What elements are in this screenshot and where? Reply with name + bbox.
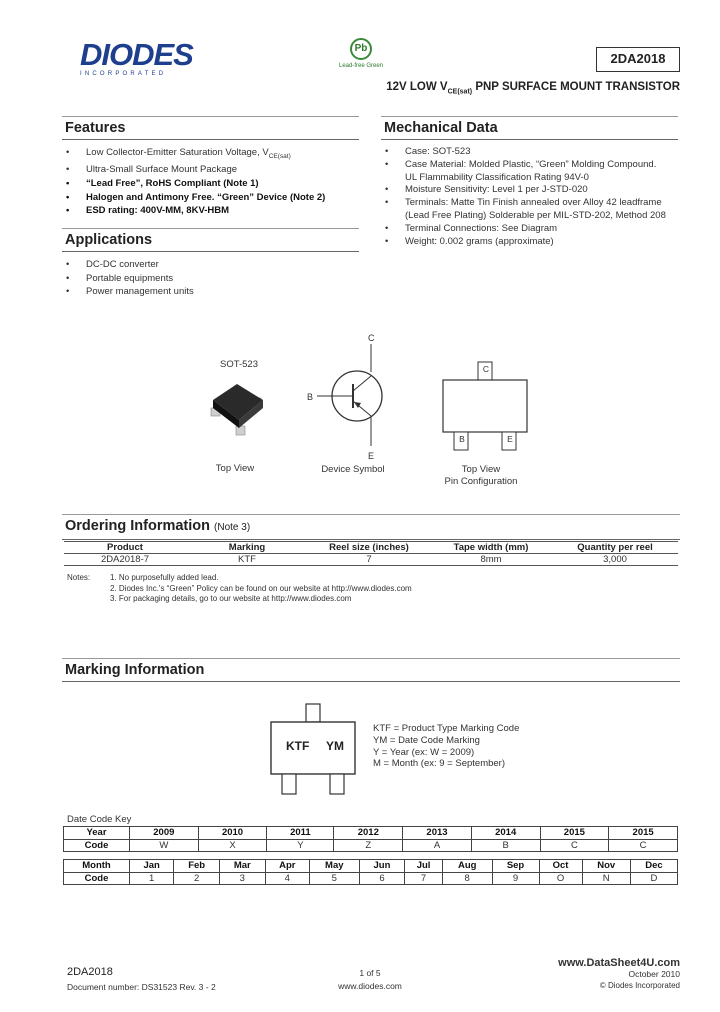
col-qty: Quantity per reel: [552, 542, 678, 554]
feature-item: • “Lead Free”, RoHS Compliant (Note 1): [62, 177, 359, 191]
ordering-section: [62, 514, 680, 540]
month-row: [64, 860, 678, 873]
col-tape: Tape width (mm): [430, 542, 552, 554]
symbol-label-b: B: [307, 392, 314, 402]
application-item: • Portable equipments: [62, 272, 359, 286]
mech-item: • Terminal Connections: See Diagram: [381, 223, 678, 236]
month-cell: Feb: [174, 860, 220, 873]
symbol-label-e: E: [368, 451, 375, 461]
col-product: Product: [64, 542, 186, 554]
month-cell: Aug: [442, 860, 492, 873]
year-cell: 2015: [609, 827, 678, 840]
marking-legend: [373, 723, 519, 770]
code-cell: O: [539, 872, 582, 885]
code-header: Code: [64, 839, 130, 852]
code-cell: C: [540, 839, 609, 852]
footer-part-number: 2DA2018: [67, 966, 113, 978]
part-number-box: 2DA2018: [596, 47, 680, 72]
pin-label-b: B: [459, 434, 465, 444]
marking-section: [62, 658, 680, 682]
year-header: Year: [64, 827, 130, 840]
feature-item: • Ultra-Small Surface Mount Package: [62, 163, 359, 177]
date-code-key-label: Date Code Key: [67, 814, 132, 825]
diodes-logo: [80, 37, 200, 80]
footer-datasheet-link[interactable]: www.DataSheet4U.com: [558, 957, 680, 969]
applications-heading: Applications: [62, 228, 359, 252]
features-section: [62, 116, 359, 218]
package-image: [205, 372, 275, 442]
mech-item: • Case: SOT-523: [381, 146, 678, 159]
footer-copyright: © Diodes Incorporated: [599, 981, 680, 990]
application-item: • Power management units: [62, 285, 359, 299]
pin-label-c: C: [482, 364, 490, 374]
marking-lead-e: [330, 774, 344, 794]
cell-tape: 8mm: [430, 554, 552, 566]
cell-reel: 7: [308, 554, 430, 566]
application-item: • DC-DC converter: [62, 258, 359, 272]
footer-date: October 2010: [628, 969, 680, 979]
code-cell: N: [582, 872, 630, 885]
mechanical-section: [381, 116, 678, 248]
month-code-table: [63, 859, 678, 885]
code-cell: 8: [442, 872, 492, 885]
package-label: SOT-523: [219, 359, 259, 370]
features-heading: Features: [62, 116, 359, 140]
note-item: 3. For packaging details, go to our website at http://www.diodes.com: [110, 594, 352, 604]
marking-lead-b: [282, 774, 296, 794]
code-cell: X: [198, 839, 267, 852]
pin-configuration-label: Pin Configuration: [444, 476, 518, 487]
pin-body: [443, 380, 527, 432]
year-cell: 2011: [267, 827, 334, 840]
feature-item: • Low Collector-Emitter Saturation Voltage, $V_{CE(sat)}$: [62, 146, 359, 163]
lead-free-badge: [333, 38, 389, 78]
code-header: Code: [64, 872, 130, 885]
code-cell: Z: [334, 839, 403, 852]
code-cell: 3: [219, 872, 265, 885]
note-item: 2. Diodes Inc.'s “Green” Policy can be found on our website at http://www.diodes.com: [110, 583, 412, 593]
symbol-label-c: C: [368, 333, 375, 343]
mech-item-cont: (Lead Free Plating) Solderable per MIL-STD-202, Method 208: [405, 209, 666, 221]
code-cell: 5: [309, 872, 359, 885]
logo-word: DIODES: [80, 37, 193, 72]
code-cell: 2: [174, 872, 220, 885]
month-cell: Jul: [405, 860, 443, 873]
footer-website[interactable]: www.diodes.com: [338, 981, 402, 991]
lead-bottom: [236, 426, 245, 435]
table-row: [64, 554, 678, 566]
note-item: 1. No purposefully added lead.: [110, 573, 219, 582]
legend-item: YM = Date Code Marking: [373, 734, 480, 746]
code-cell: 6: [359, 872, 405, 885]
device-symbol-label: Device Symbol: [321, 464, 385, 475]
year-code-row: [64, 839, 678, 852]
month-cell: Mar: [219, 860, 265, 873]
code-cell: 7: [405, 872, 443, 885]
applications-list: [62, 258, 359, 299]
mech-item-cont: UL Flammability Classification Rating 94V-0: [405, 171, 589, 183]
pin-top-view-label: Top View: [461, 464, 501, 475]
feature-item: • ESD rating: 400V-MM, 8KV-HBM: [62, 204, 359, 218]
code-cell: 1: [130, 872, 174, 885]
marking-chip: [268, 703, 358, 801]
ordering-heading: Ordering Information (Note 3): [62, 514, 680, 540]
mech-item: • Terminals: Matte Tin Finish annealed over Alloy 42 leadframe: [381, 197, 678, 210]
year-code-table: [63, 826, 678, 852]
year-cell: 2009: [130, 827, 199, 840]
mechanical-list: [381, 146, 678, 248]
device-symbol: [305, 328, 405, 468]
pin-configuration: [440, 360, 530, 455]
features-list: [62, 146, 359, 218]
collector-line: [353, 376, 371, 391]
cell-marking: KTF: [186, 554, 308, 566]
year-cell: 2012: [334, 827, 403, 840]
legend-item: Y = Year (ex: W = 2009): [373, 746, 475, 758]
marking-heading: Marking Information: [62, 658, 680, 682]
code-cell: D: [630, 872, 677, 885]
month-cell: Dec: [630, 860, 677, 873]
logo-sub: INCORPORATED: [80, 71, 167, 77]
pb-icon: Pb: [350, 38, 372, 60]
notes-label: Notes:: [67, 573, 91, 582]
code-cell: B: [471, 839, 540, 852]
footer-page-number: 1 of 5: [359, 968, 381, 978]
col-marking: Marking: [186, 542, 308, 554]
code-cell: W: [130, 839, 199, 852]
code-cell: Y: [267, 839, 334, 852]
code-cell: 4: [265, 872, 309, 885]
month-cell: Jan: [130, 860, 174, 873]
mechanical-heading: Mechanical Data: [381, 116, 678, 140]
mech-item: • Weight: 0.002 grams (approximate): [381, 236, 678, 249]
lead-free-label: Lead-free Green: [338, 63, 384, 69]
chip-code: KTF: [286, 739, 310, 753]
marking-top-lead: [306, 704, 320, 722]
month-header: Month: [64, 860, 130, 873]
mech-item: • Moisture Sensitivity: Level 1 per J-STD-020: [381, 184, 678, 197]
year-cell: 2013: [403, 827, 472, 840]
applications-section: [62, 228, 359, 299]
month-cell: Nov: [582, 860, 630, 873]
pin-label-e: E: [507, 434, 513, 444]
footer-document-number: Document number: DS31523 Rev. 3 - 2: [67, 982, 216, 992]
notes-list: [110, 573, 412, 605]
month-cell: Oct: [539, 860, 582, 873]
year-cell: 2010: [198, 827, 267, 840]
feature-item: • Halogen and Antimony Free. “Green” Device (Note 2): [62, 191, 359, 205]
mech-item: • Case Material: Molded Plastic, “Green” Molding Compound.: [381, 159, 678, 172]
legend-item: M = Month (ex: 9 = September): [373, 758, 506, 770]
year-row: [64, 827, 678, 840]
code-cell: 9: [492, 872, 539, 885]
chip-date: YM: [326, 739, 344, 753]
code-cell: C: [609, 839, 678, 852]
ordering-header-row: [64, 542, 678, 554]
col-reel: Reel size (inches): [308, 542, 430, 554]
month-cell: May: [309, 860, 359, 873]
year-cell: 2014: [471, 827, 540, 840]
month-code-row: [64, 872, 678, 885]
document-subtitle: 12V LOW $V_{CE(sat)}$ PNP SURFACE MOUNT TRANSISTOR: [386, 81, 680, 96]
cell-qty: 3,000: [552, 554, 678, 566]
year-cell: 2015: [540, 827, 609, 840]
month-cell: Sep: [492, 860, 539, 873]
code-cell: A: [403, 839, 472, 852]
ordering-table: [64, 541, 678, 566]
cell-product: 2DA2018-7: [64, 554, 186, 566]
package-top-view-label: Top View: [215, 463, 255, 474]
month-cell: Apr: [265, 860, 309, 873]
legend-item: KTF = Product Type Marking Code: [373, 723, 520, 734]
package-body-top: [213, 384, 263, 420]
month-cell: Jun: [359, 860, 405, 873]
